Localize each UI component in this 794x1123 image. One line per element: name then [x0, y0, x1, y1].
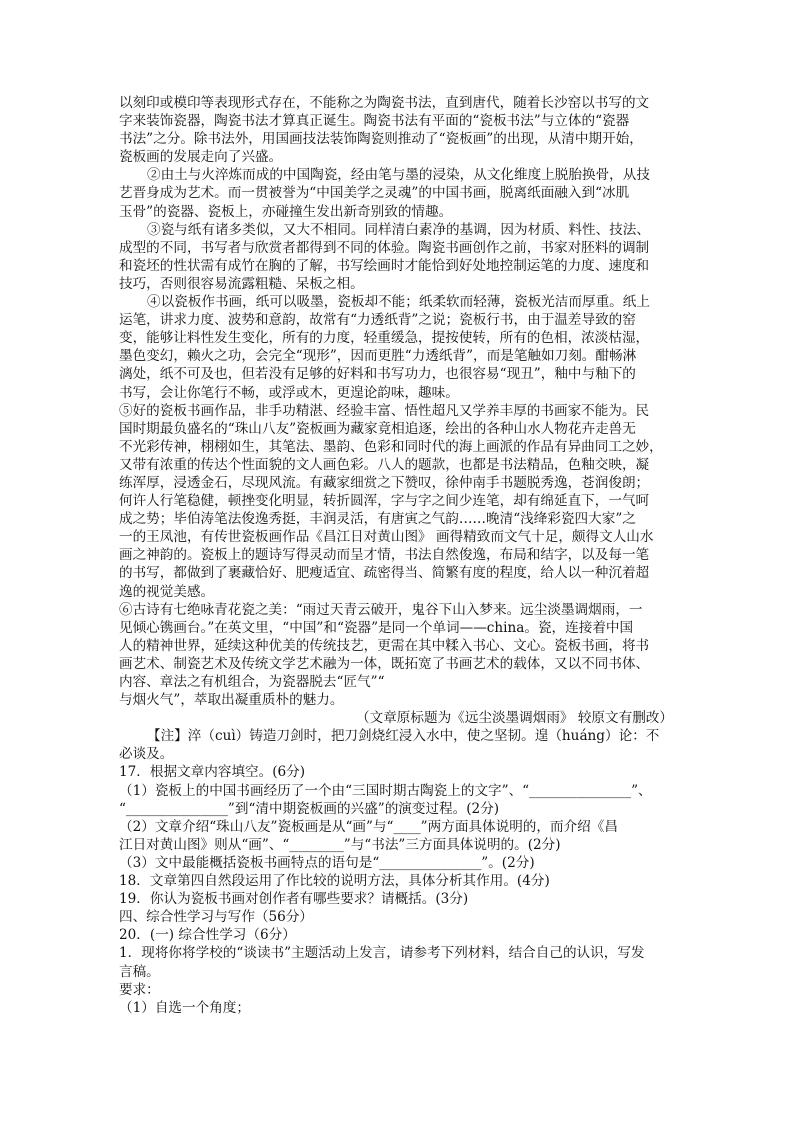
- requirements-label: 要求：: [119, 981, 160, 998]
- footnote: 【注】淬（cuì）铸造刀剑时，把刀剑烧红浸入水中，使之坚韧。遑（huáng）论：不: [147, 728, 660, 745]
- requirement-1: （1）自选一个角度；: [119, 999, 250, 1016]
- text-line: 书写，会让你笔行不畅，或浮或木，更遑论韵味，趣味。: [119, 384, 459, 401]
- text-line: 逸的视觉美感。: [119, 583, 215, 600]
- text-line: 成型的不同，书写者与欣赏者都得到不同的体验。陶瓷书画创作之前，书家对胚料的调制: [119, 239, 650, 256]
- question-17-3: （3）文中最能概括瓷板书画特点的语句是“_______________”。(2分): [119, 854, 535, 871]
- question-20: 20．(一) 综合性学习（6分）: [119, 927, 296, 944]
- question-17: 17．根据文章内容填空。(6分): [119, 764, 306, 781]
- question-18: 18．文章第四自然段运用了作比较的说明方法，具体分析其作用。(4分): [119, 873, 550, 890]
- text-line: 必谈及。: [119, 746, 174, 763]
- text-line: 书法”之分。除书法外，用国画技法装饰陶瓷则推动了“瓷板画”的出现，从清中期开始，: [119, 131, 643, 148]
- text-line: 内容、章法之有机组合，为瓷器脱去“匠气”“: [119, 674, 385, 690]
- text-line: 画艺术、制瓷艺术及传统文学艺术融为一体，既拓宽了书画艺术的载体，又以不同书体、: [119, 655, 650, 672]
- text-line: 玉骨”的瓷器、瓷板上，亦碰撞生发出新奇别致的情趣。: [119, 203, 453, 220]
- text-line: 见倾心镌画台。”在英文里，“中国”和“瓷器”是同一个单词——china。瓷，连接着中国: [119, 619, 634, 636]
- question-19: 19．你认为瓷板书画对创作者有哪些要求？请概括。(3分): [119, 891, 469, 908]
- text-line: 画之神韵的。瓷板上的题诗写得灵动而呈才情，书法自然俊逸，布局和结字，以及每一笔: [119, 547, 650, 564]
- text-line: 的书写，都做到了裹藏恰好、肥瘦适宜、疏密得当、简繁有度的程度，给人以一种沉着超: [119, 565, 650, 582]
- text-line: 又带有浓重的传达个性面貌的文人画色彩。八人的题款，也都是书法精品，色釉交映，凝: [119, 456, 650, 473]
- paragraph-2: ②由土与火淬炼而成的中国陶瓷，经由笔与墨的浸染，从文化维度上脱胎换骨，从技: [147, 167, 650, 184]
- text-line: 漓处，纸不可及也，但若没有足够的好料和书写功力，也很容易“现丑”，釉中与釉下的: [119, 366, 636, 383]
- paragraph-3: ③瓷与纸有诸多类似，又大不相同。同样清白素净的基调，因为材质、料性、技法、: [147, 221, 650, 238]
- text-line: 墨色变幻，赖火之功，会完全“现形”，因而更胜“力透纸背”，而是笔触如刀刻。酣畅淋: [119, 348, 637, 365]
- paragraph-6: ⑥古诗有七绝咏青花瓷之美：“雨过天青云破开，鬼谷下山入梦来。远尘淡墨调烟雨，一: [119, 601, 643, 618]
- text-line: 江日对黄山图》则从“画”、“________”与“书法”三方面具体说明的。(2分): [119, 836, 561, 853]
- text-line: 变，能够让料性发生变化，所有的力度，轻重缓急，提按使转，所有的色相，浓淡枯湿，: [119, 330, 650, 347]
- text-line: 国时期最负盛名的“珠山八友”瓷板画为藏家竟相追逐，绘出的各种山水人物花卉走兽无: [119, 420, 636, 437]
- text-line: 不光彩传神，栩栩如生，其笔法、墨韵、色彩和同时代的海上画派的作品有异曲同工之妙，: [119, 438, 663, 455]
- question-17-1: （1）瓷板上的中国书画经历了一个由“三国时期古陶瓷上的文字”、“_______________”、: [119, 782, 652, 799]
- task-1: 1．现将你将学校的“谈读书”主题活动上发言，请参考下列材料，结合自己的认识，写发: [119, 945, 645, 962]
- text-line: 字来装饰瓷器，陶瓷书法才算真正诞生。陶瓷书法有平面的“瓷板书法”与立体的“瓷器: [119, 113, 630, 130]
- question-17-2: （2）文章介绍“珠山八友”瓷板画是从“画”与“____”两方面具体说明的，而介绍《昌: [119, 818, 618, 835]
- section-heading: 四、综合性学习与写作（56分）: [119, 909, 314, 926]
- paragraph-5: ⑤好的瓷板书画作品，非手功精湛、经验丰富、悟性超凡又学养丰厚的书画家不能为。民: [119, 402, 650, 419]
- text-line: 与烟火气”，萃取出凝重质朴的魅力。: [119, 692, 344, 709]
- paragraph-4: ④以瓷板作书画，纸可以吸墨，瓷板却不能；纸柔软而轻薄，瓷板光洁而厚重。纸上: [147, 294, 650, 311]
- source-note: （文章原标题为《远尘淡墨调烟雨》 较原文有删改）: [356, 710, 673, 727]
- document-page: [119, 94, 675, 1017]
- text-line: “_______________”到“清中期瓷板画的兴盛”的演变过程。(2分): [119, 800, 500, 817]
- text-line: 何许人行笔稳健，顿挫变化明显，转折圆浑，字与字之间少连笔，却有绵延直下，一气呵: [119, 493, 650, 510]
- text-line: 人的精神世界，延续这种优美的传统技艺，更需在其中糅入书心、文心。瓷板书画，将书: [119, 637, 650, 654]
- text-line: 一的王凤池，有传世瓷板画作品《昌江日对黄山图》 画得精致而文气十足，颇得文人山水: [119, 529, 654, 546]
- text-line: 以刻印或模印等表现形式存在，不能称之为陶瓷书法，直到唐代，随着长沙窑以书写的文: [119, 95, 650, 111]
- text-line: 瓷板画的发展走向了兴盛。: [119, 149, 283, 166]
- text-line: 练浑厚，浸透金石，尽现风流。有藏家细赏之下赞叹，徐仲南手书题脱秀逸，苍润俊朗；: [119, 474, 650, 491]
- text-line: 艺晋身成为艺术。而一贯被誉为“中国美学之灵魂”的中国书画，脱离纸面融入到“冰肌: [119, 185, 630, 202]
- text-line: 技巧，否则很容易流露粗糙、呆板之相。: [119, 275, 364, 292]
- text-line: 运笔，讲求力度、波势和意韵，故常有“力透纸背”之说；瓷板行书，由于温差导致的窑: [119, 312, 636, 329]
- text-line: 言稿。: [119, 963, 160, 980]
- text-line: 和瓷坯的性状需有成竹在胸的了解，书写绘画时才能恰到好处地控制运笔的力度、速度和: [119, 257, 650, 274]
- text-line: 成之势；毕伯涛笔法俊逸秀挺，丰润灵活，有唐寅之气韵……晚清“浅绛彩瓷四大家”之: [119, 511, 636, 528]
